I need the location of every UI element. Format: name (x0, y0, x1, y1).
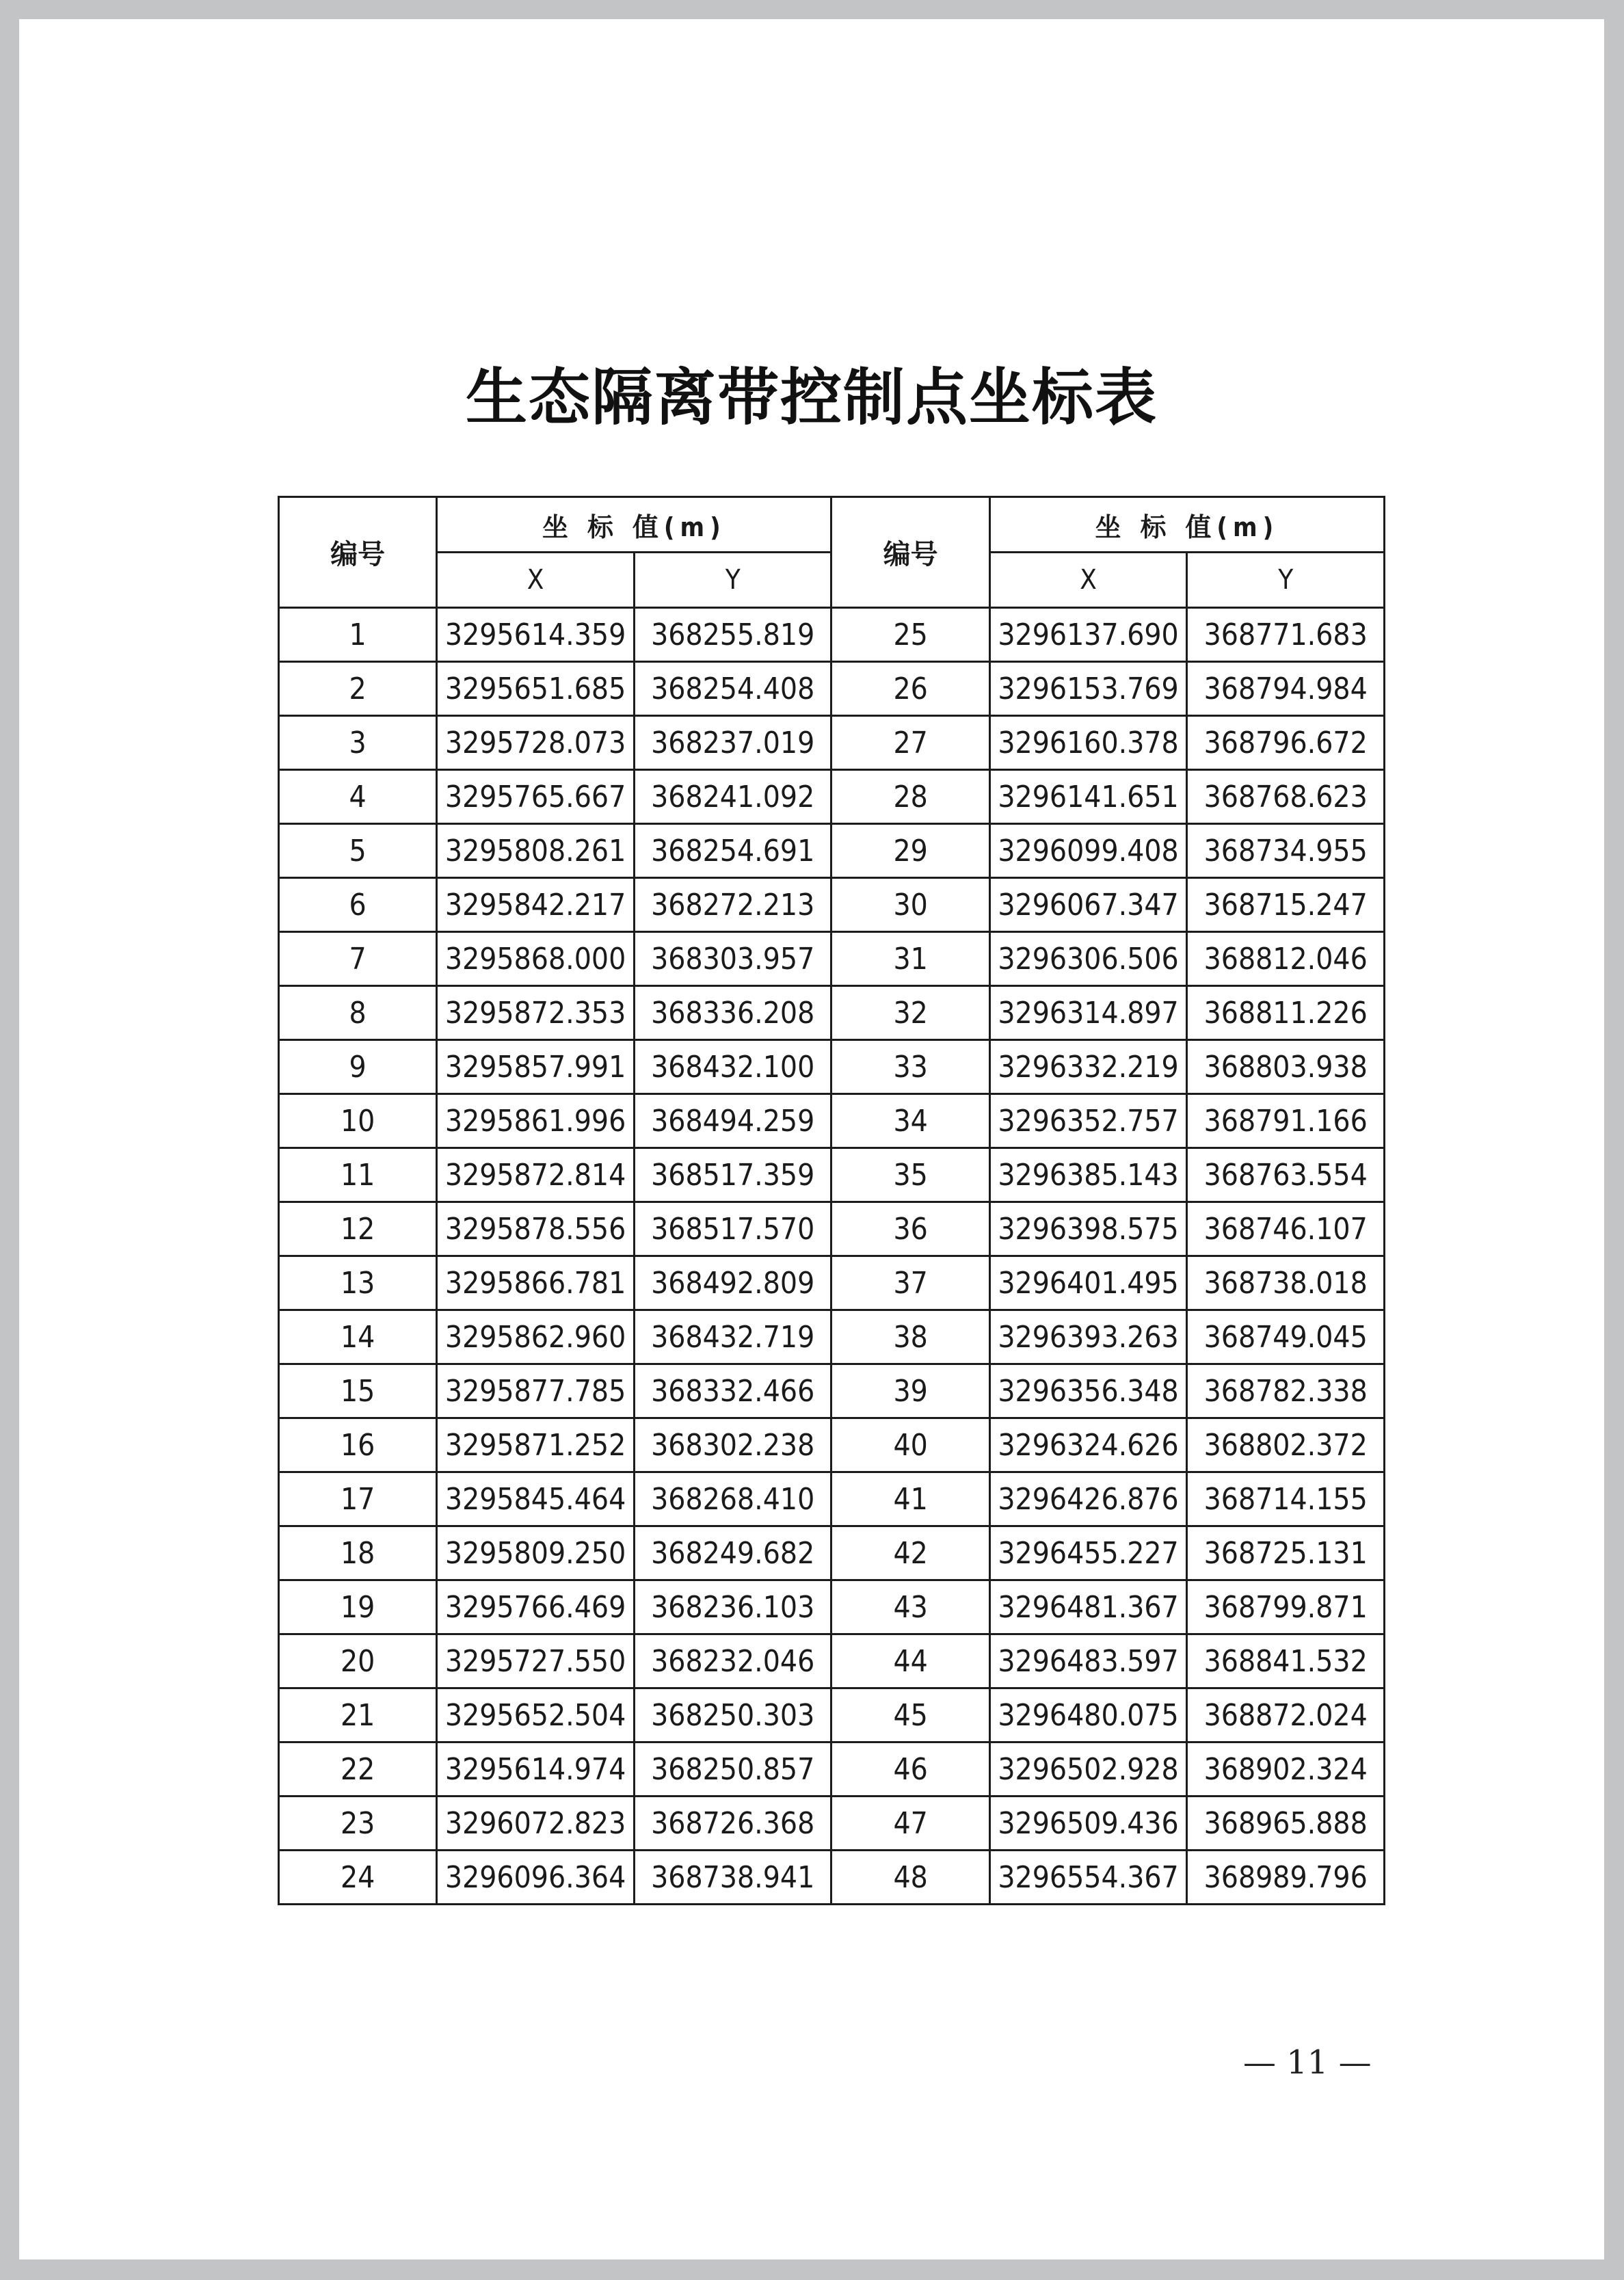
point-number-right: 36 (831, 1202, 989, 1256)
x-value-left: 3295861.996 (437, 1094, 635, 1148)
y-value-right: 368799.871 (1187, 1580, 1385, 1634)
point-number-left: 2 (279, 662, 437, 716)
point-number-right: 47 (831, 1797, 989, 1851)
point-number-left: 19 (279, 1580, 437, 1634)
table-row (279, 1797, 1385, 1851)
y-value-right: 368841.532 (1187, 1634, 1385, 1688)
y-value-left: 368432.100 (634, 1040, 831, 1094)
y-value-left: 368332.466 (634, 1364, 831, 1418)
point-number-right: 37 (831, 1256, 989, 1310)
y-value-left: 368303.957 (634, 932, 831, 986)
y-value-left: 368254.408 (634, 662, 831, 716)
x-value-right: 3296481.367 (989, 1580, 1187, 1634)
point-number-left: 14 (279, 1310, 437, 1364)
y-value-left: 368232.046 (634, 1634, 831, 1688)
y-value-left: 368272.213 (634, 878, 831, 932)
point-number-left: 11 (279, 1148, 437, 1202)
point-number-left: 8 (279, 986, 437, 1040)
point-number-left: 16 (279, 1418, 437, 1472)
page-number: — 11 — (1243, 2043, 1372, 2082)
table-row (279, 1851, 1385, 1905)
x-value-right: 3296398.575 (989, 1202, 1187, 1256)
point-number-left: 18 (279, 1526, 437, 1580)
x-value-left: 3295652.504 (437, 1688, 635, 1742)
point-number-right: 46 (831, 1742, 989, 1797)
index-header-right: 编号 (831, 497, 989, 608)
table-row (279, 1094, 1385, 1148)
x-header-right: X (989, 553, 1187, 608)
y-value-right: 368749.045 (1187, 1310, 1385, 1364)
x-value-left: 3295871.252 (437, 1418, 635, 1472)
x-value-left: 3295728.073 (437, 716, 635, 770)
point-number-right: 30 (831, 878, 989, 932)
point-number-left: 24 (279, 1851, 437, 1905)
y-value-right: 368714.155 (1187, 1472, 1385, 1526)
y-value-right: 368796.672 (1187, 716, 1385, 770)
point-number-right: 33 (831, 1040, 989, 1094)
y-value-right: 368791.166 (1187, 1094, 1385, 1148)
x-value-right: 3296160.378 (989, 716, 1187, 770)
x-value-right: 3296426.876 (989, 1472, 1187, 1526)
coordinate-table (278, 496, 1385, 1905)
y-value-right: 368782.338 (1187, 1364, 1385, 1418)
point-number-left: 22 (279, 1742, 437, 1797)
y-value-left: 368517.570 (634, 1202, 831, 1256)
x-header-left: X (437, 553, 635, 608)
table-row (279, 1472, 1385, 1526)
x-value-right: 3296480.075 (989, 1688, 1187, 1742)
table-row (279, 662, 1385, 716)
y-value-right: 368794.984 (1187, 662, 1385, 716)
x-value-left: 3295842.217 (437, 878, 635, 932)
y-value-right: 368746.107 (1187, 1202, 1385, 1256)
point-number-left: 13 (279, 1256, 437, 1310)
point-number-right: 32 (831, 986, 989, 1040)
x-value-right: 3296554.367 (989, 1851, 1187, 1905)
y-value-right: 368902.324 (1187, 1742, 1385, 1797)
table-row (279, 1742, 1385, 1797)
table-row (279, 1364, 1385, 1418)
x-value-right: 3296141.651 (989, 770, 1187, 824)
point-number-left: 15 (279, 1364, 437, 1418)
y-value-left: 368236.103 (634, 1580, 831, 1634)
point-number-right: 40 (831, 1418, 989, 1472)
y-value-right: 368771.683 (1187, 608, 1385, 662)
y-value-left: 368254.691 (634, 824, 831, 878)
y-value-left: 368241.092 (634, 770, 831, 824)
x-value-right: 3296153.769 (989, 662, 1187, 716)
y-value-right: 368872.024 (1187, 1688, 1385, 1742)
x-value-right: 3296502.928 (989, 1742, 1187, 1797)
table-row (279, 1256, 1385, 1310)
point-number-right: 43 (831, 1580, 989, 1634)
table-row (279, 608, 1385, 662)
y-value-right: 368802.372 (1187, 1418, 1385, 1472)
x-value-right: 3296137.690 (989, 608, 1187, 662)
table-row (279, 1634, 1385, 1688)
point-number-left: 9 (279, 1040, 437, 1094)
y-value-left: 368249.682 (634, 1526, 831, 1580)
x-value-left: 3296096.364 (437, 1851, 635, 1905)
x-value-right: 3296324.626 (989, 1418, 1187, 1472)
y-value-right: 368803.938 (1187, 1040, 1385, 1094)
point-number-right: 35 (831, 1148, 989, 1202)
y-value-left: 368250.303 (634, 1688, 831, 1742)
point-number-left: 4 (279, 770, 437, 824)
y-value-right: 368715.247 (1187, 878, 1385, 932)
x-value-left: 3295845.464 (437, 1472, 635, 1526)
x-value-left: 3295765.667 (437, 770, 635, 824)
point-number-left: 23 (279, 1797, 437, 1851)
x-value-left: 3295766.469 (437, 1580, 635, 1634)
coordinate-header-left: 坐 标 值(m) (437, 497, 831, 553)
x-value-left: 3295808.261 (437, 824, 635, 878)
table-row (279, 986, 1385, 1040)
point-number-right: 34 (831, 1094, 989, 1148)
point-number-right: 31 (831, 932, 989, 986)
point-number-left: 20 (279, 1634, 437, 1688)
table-header-row (279, 497, 1385, 553)
y-value-right: 368811.226 (1187, 986, 1385, 1040)
x-value-right: 3296099.408 (989, 824, 1187, 878)
x-value-left: 3295809.250 (437, 1526, 635, 1580)
y-value-left: 368738.941 (634, 1851, 831, 1905)
index-header-left: 编号 (279, 497, 437, 608)
y-header-right: Y (1187, 553, 1385, 608)
x-value-left: 3296072.823 (437, 1797, 635, 1851)
table-row (279, 824, 1385, 878)
x-value-right: 3296483.597 (989, 1634, 1187, 1688)
point-number-left: 21 (279, 1688, 437, 1742)
point-number-right: 39 (831, 1364, 989, 1418)
point-number-left: 1 (279, 608, 437, 662)
x-value-left: 3295866.781 (437, 1256, 635, 1310)
table-row (279, 1526, 1385, 1580)
x-value-left: 3295857.991 (437, 1040, 635, 1094)
table-body (279, 608, 1385, 1905)
x-value-left: 3295877.785 (437, 1364, 635, 1418)
x-value-right: 3296314.897 (989, 986, 1187, 1040)
y-value-right: 368768.623 (1187, 770, 1385, 824)
x-value-right: 3296401.495 (989, 1256, 1187, 1310)
table-row (279, 1148, 1385, 1202)
point-number-right: 26 (831, 662, 989, 716)
y-value-right: 368989.796 (1187, 1851, 1385, 1905)
coordinate-header-right: 坐 标 值(m) (989, 497, 1384, 553)
table-row (279, 878, 1385, 932)
y-value-right: 368812.046 (1187, 932, 1385, 986)
point-number-right: 44 (831, 1634, 989, 1688)
y-value-right: 368725.131 (1187, 1526, 1385, 1580)
x-value-right: 3296455.227 (989, 1526, 1187, 1580)
table-row (279, 1688, 1385, 1742)
y-value-left: 368250.857 (634, 1742, 831, 1797)
point-number-right: 29 (831, 824, 989, 878)
point-number-left: 10 (279, 1094, 437, 1148)
point-number-left: 12 (279, 1202, 437, 1256)
point-number-right: 41 (831, 1472, 989, 1526)
y-value-left: 368494.259 (634, 1094, 831, 1148)
point-number-right: 25 (831, 608, 989, 662)
y-value-right: 368763.554 (1187, 1148, 1385, 1202)
y-value-right: 368734.955 (1187, 824, 1385, 878)
y-value-right: 368965.888 (1187, 1797, 1385, 1851)
point-number-right: 42 (831, 1526, 989, 1580)
table-row (279, 770, 1385, 824)
table-row (279, 1040, 1385, 1094)
x-value-left: 3295872.353 (437, 986, 635, 1040)
point-number-left: 3 (279, 716, 437, 770)
document-title: 生态隔离带控制点坐标表 (466, 361, 1158, 434)
document-page (19, 19, 1604, 2259)
x-value-right: 3296356.348 (989, 1364, 1187, 1418)
x-value-left: 3295872.814 (437, 1148, 635, 1202)
y-value-right: 368738.018 (1187, 1256, 1385, 1310)
x-value-right: 3296352.757 (989, 1094, 1187, 1148)
point-number-right: 38 (831, 1310, 989, 1364)
point-number-right: 27 (831, 716, 989, 770)
table-row (279, 1310, 1385, 1364)
y-value-left: 368432.719 (634, 1310, 831, 1364)
y-value-left: 368302.238 (634, 1418, 831, 1472)
x-value-left: 3295727.550 (437, 1634, 635, 1688)
point-number-left: 17 (279, 1472, 437, 1526)
point-number-left: 7 (279, 932, 437, 986)
x-value-left: 3295651.685 (437, 662, 635, 716)
x-value-left: 3295614.974 (437, 1742, 635, 1797)
point-number-right: 28 (831, 770, 989, 824)
x-value-right: 3296067.347 (989, 878, 1187, 932)
table-row (279, 1418, 1385, 1472)
y-value-left: 368336.208 (634, 986, 831, 1040)
x-value-right: 3296306.506 (989, 932, 1187, 986)
y-header-left: Y (634, 553, 831, 608)
x-value-left: 3295862.960 (437, 1310, 635, 1364)
table-row (279, 1202, 1385, 1256)
table-row (279, 932, 1385, 986)
table-row (279, 716, 1385, 770)
x-value-left: 3295878.556 (437, 1202, 635, 1256)
y-value-left: 368492.809 (634, 1256, 831, 1310)
y-value-left: 368517.359 (634, 1148, 831, 1202)
y-value-left: 368237.019 (634, 716, 831, 770)
point-number-left: 6 (279, 878, 437, 932)
point-number-left: 5 (279, 824, 437, 878)
point-number-right: 45 (831, 1688, 989, 1742)
x-value-right: 3296332.219 (989, 1040, 1187, 1094)
x-value-right: 3296385.143 (989, 1148, 1187, 1202)
x-value-right: 3296393.263 (989, 1310, 1187, 1364)
y-value-left: 368726.368 (634, 1797, 831, 1851)
point-number-right: 48 (831, 1851, 989, 1905)
table-row (279, 1580, 1385, 1634)
x-value-left: 3295868.000 (437, 932, 635, 986)
y-value-left: 368255.819 (634, 608, 831, 662)
x-value-left: 3295614.359 (437, 608, 635, 662)
x-value-right: 3296509.436 (989, 1797, 1187, 1851)
y-value-left: 368268.410 (634, 1472, 831, 1526)
